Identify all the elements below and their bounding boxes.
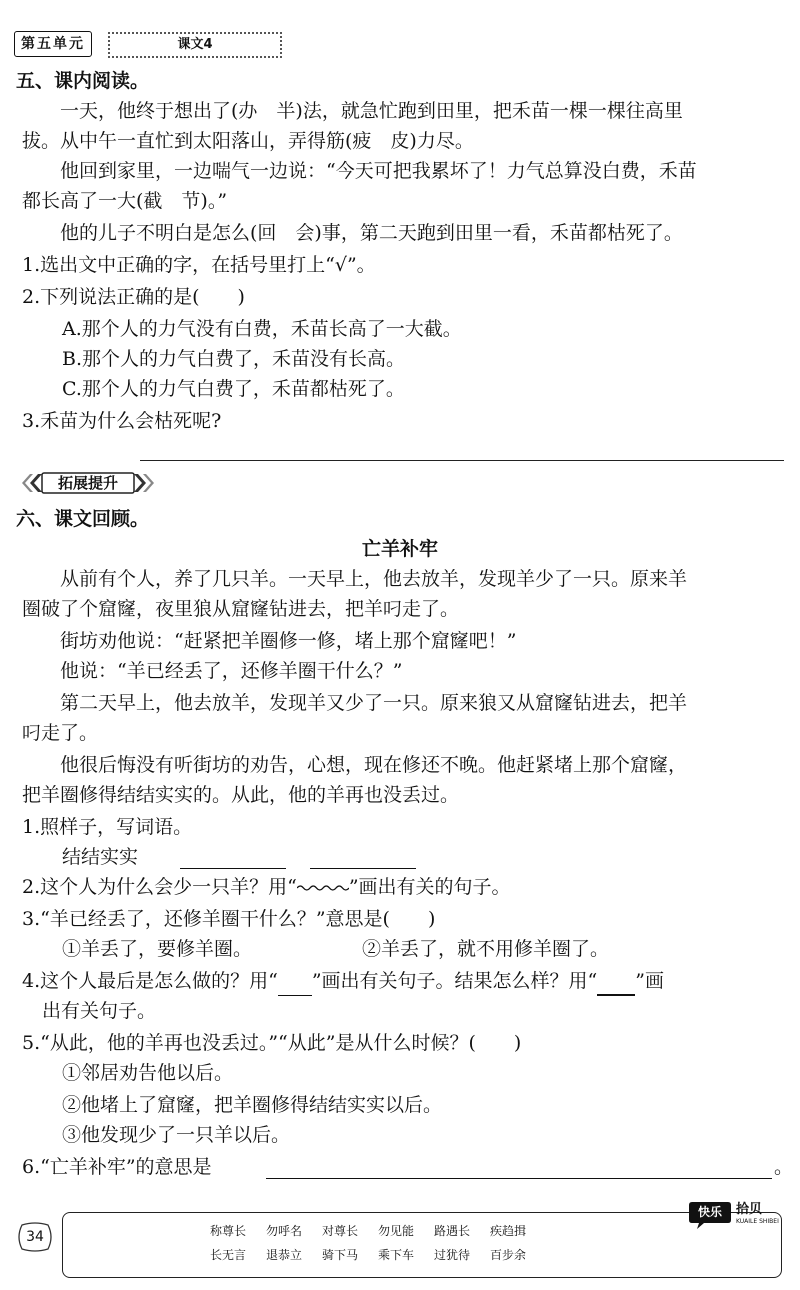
section5-title: 五、课内阅读。 — [16, 70, 150, 92]
q5-option-1: ①邻居劝告他以后。 — [62, 1062, 234, 1084]
page-number: 34 — [26, 1229, 44, 1245]
q3-option-1: ①羊丢了，要修羊圈。 — [62, 938, 253, 960]
passage-line: 他的儿子不明白是怎么(回 会)事，第二天跑到田里一看，禾苗都枯死了。 — [60, 222, 683, 244]
question-3: 3.禾苗为什么会枯死呢? — [22, 410, 222, 432]
q2-text-a: 2.这个人为什么会少一只羊？用“ — [22, 876, 297, 898]
proverb: 百步余 — [490, 1248, 527, 1262]
q4-text-cont: 出有关句子。 — [42, 1000, 157, 1022]
q4-text — [22, 966, 664, 996]
q1-text: 1.照样子，写词语。 — [22, 816, 193, 838]
passage-line: 第二天早上，他去放羊，发现羊又少了一只。原来狼又从窟窿钻进去，把羊 — [60, 692, 688, 714]
passage-line: 叼走了。 — [22, 722, 99, 744]
passage-line: 圈破了个窟窿，夜里狼从窟窿钻进去，把羊叼走了。 — [22, 598, 460, 620]
q4-text-a: 4.这个人最后是怎么做的？用“ — [22, 970, 278, 992]
logo-sub: KUAILE SHIBEI — [736, 1218, 779, 1225]
proverb: 对尊长 — [322, 1224, 359, 1238]
proverb: 路遇长 — [434, 1224, 471, 1238]
option-b: B.那个人的力气白费了，禾苗没有长高。 — [62, 348, 406, 370]
page-number-badge — [16, 1222, 54, 1252]
q6-end: 。 — [774, 1156, 794, 1178]
question-1: 1.选出文中正确的字，在括号里打上“√”。 — [22, 254, 376, 276]
logo-side: 拾贝 — [736, 1202, 763, 1217]
passage-line: 拔。从中午一直忙到太阳落山，弄得筋(疲 皮)力尽。 — [22, 130, 474, 152]
passage-line: 把羊圈修得结结实实的。从此，他的羊再也没丢过。 — [22, 784, 460, 806]
passage-line: 他回到家里，一边喘气一边说：“今天可把我累坏了！力气总算没白费，禾苗 — [60, 160, 697, 182]
section6-title: 六、课文回顾。 — [16, 508, 150, 530]
section-divider — [140, 460, 784, 461]
passage-line: 从前有个人，养了几只羊。一天早上，他去放羊，发现羊少了一只。原来羊 — [60, 568, 688, 590]
answer-blank[interactable] — [180, 868, 286, 869]
proverb: 退恭立 — [266, 1248, 303, 1262]
passage-line: 都长高了一大(截 节)。” — [22, 190, 228, 212]
lesson-label: 课文4 — [108, 32, 282, 58]
q4-text-c: ”画 — [635, 970, 664, 992]
banner-label: 拓展提升 — [57, 474, 118, 492]
passage-line: 他很后悔没有听街坊的劝告，心想，现在修还不晚。他赶紧堵上那个窟窿， — [60, 754, 688, 776]
proverb: 勿见能 — [378, 1224, 415, 1238]
q1-example: 结结实实 — [62, 846, 139, 868]
option-a: A.那个人的力气没有白费，禾苗长高了一大截。 — [62, 318, 462, 340]
q3-option-2: ②羊丢了，就不用修羊圈了。 — [362, 938, 610, 960]
proverb: 乘下车 — [378, 1248, 415, 1262]
unit-label: 第五单元 — [14, 31, 92, 57]
q3-text: 3.“羊已经丢了，还修羊圈干什么？”意思是( ) — [22, 908, 436, 930]
extension-banner — [16, 470, 154, 496]
passage-line: 一天，他终于想出了(办 半)法，就急忙跑到田里，把禾苗一棵一棵往高里 — [60, 100, 683, 122]
q2-text — [22, 872, 511, 902]
story-title: 亡羊补牢 — [361, 538, 438, 560]
q5-option-3: ③他发现少了一只羊以后。 — [62, 1124, 291, 1146]
answer-blank[interactable] — [266, 1178, 772, 1179]
footer-proverb-box — [62, 1212, 782, 1278]
q4-text-b: ”画出有关句子。结果怎么样？用“ — [311, 970, 598, 992]
answer-blank[interactable] — [310, 868, 416, 869]
passage-line: 街坊劝他说：“赶紧把羊圈修一修，堵上那个窟窿吧！” — [60, 630, 517, 652]
q2-text-b: ”画出有关的句子。 — [348, 876, 511, 898]
proverb: 称尊长 — [210, 1224, 247, 1238]
proverb: 疾趋揖 — [490, 1224, 527, 1238]
straight-line-icon — [278, 973, 312, 996]
q6-text: 6.“亡羊补牢”的意思是 — [22, 1156, 212, 1178]
proverb: 过犹待 — [434, 1248, 471, 1262]
brand-logo — [688, 1198, 784, 1234]
proverb: 长无言 — [210, 1248, 247, 1262]
question-2: 2.下列说法正确的是( ) — [22, 286, 245, 308]
passage-line: 他说：“羊已经丢了，还修羊圈干什么？” — [60, 660, 403, 682]
logo-main: 快乐 — [697, 1205, 722, 1219]
double-line-icon — [597, 972, 635, 996]
option-c: C.那个人的力气白费了，禾苗都枯死了。 — [62, 378, 405, 400]
proverb: 骑下马 — [322, 1248, 359, 1262]
q5-option-2: ②他堵上了窟窿，把羊圈修得结结实实以后。 — [62, 1094, 443, 1116]
q5-text: 5.“从此，他的羊再也没丢过。”“从此”是从什么时候？( ) — [22, 1032, 522, 1054]
proverb: 勿呼名 — [266, 1224, 303, 1238]
wavy-line-icon — [297, 884, 349, 892]
